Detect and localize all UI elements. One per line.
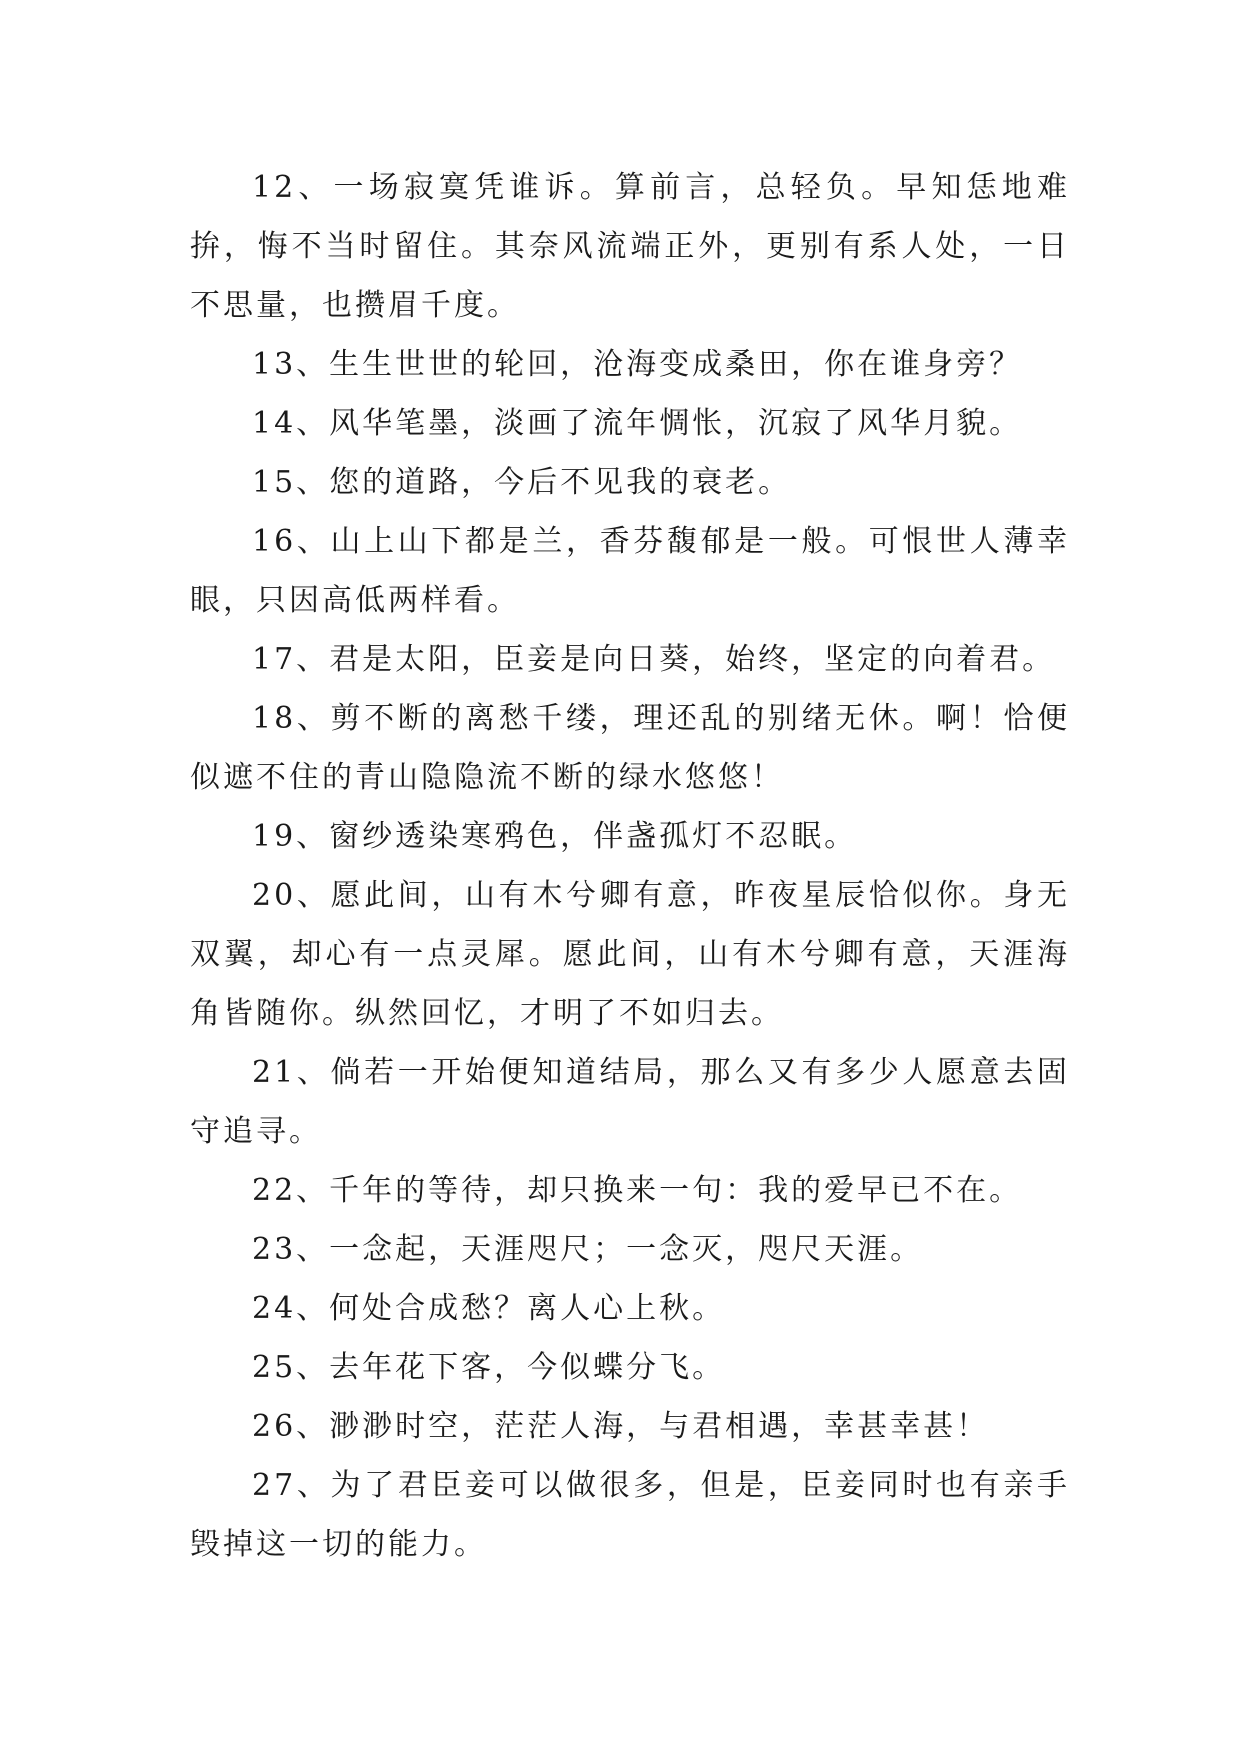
- paragraph-20: 20、愿此间，山有木兮卿有意，昨夜星辰恰似你。身无双翼，却心有一点灵犀。愿此间，山有木兮卿有意，天涯海角皆随你。纵然回忆，才明了不如归去。: [190, 878, 1070, 1031]
- document-body: [190, 158, 1070, 1574]
- paragraph-23: 23、一念起，天涯咫尺；一念灭，咫尺天涯。: [252, 1232, 924, 1267]
- paragraph-13: 13、生生世世的轮回，沧海变成桑田，你在谁身旁？: [252, 347, 1023, 382]
- paragraph-16: 16、山上山下都是兰，香芬馥郁是一般。可恨世人薄幸眼，只因高低两样看。: [190, 524, 1070, 618]
- paragraph-26: 26、渺渺时空，茫茫人海，与君相遇，幸甚幸甚！: [252, 1409, 990, 1444]
- paragraph-27: 27、为了君臣妾可以做很多，但是，臣妾同时也有亲手毁掉这一切的能力。: [190, 1468, 1070, 1562]
- paragraph-18: 18、剪不断的离愁千缕，理还乱的别绪无休。啊！恰便似遮不住的青山隐隐流不断的绿水悠悠！: [190, 701, 1070, 795]
- paragraph-17: 17、君是太阳，臣妾是向日葵，始终，坚定的向着君。: [252, 642, 1056, 677]
- paragraph-19: 19、窗纱透染寒鸦色，伴盏孤灯不忍眠。: [252, 819, 858, 854]
- paragraph-15: 15、您的道路，今后不见我的衰老。: [252, 465, 792, 500]
- paragraph-24: 24、何处合成愁？离人心上秋。: [252, 1291, 726, 1326]
- paragraph-12: 12、一场寂寞凭谁诉。算前言，总轻负。早知恁地难拚，悔不当时留住。其奈风流端正外，更别有系人处，一日不思量，也攒眉千度。: [190, 170, 1070, 323]
- paragraph-21: 21、倘若一开始便知道结局，那么又有多少人愿意去固守追寻。: [190, 1055, 1070, 1149]
- paragraph-22: 22、千年的等待，却只换来一句：我的爱早已不在。: [252, 1173, 1023, 1208]
- paragraph-25: 25、去年花下客，今似蝶分飞。: [252, 1350, 726, 1385]
- paragraph-14: 14、风华笔墨，淡画了流年惆怅，沉寂了风华月貌。: [252, 406, 1023, 441]
